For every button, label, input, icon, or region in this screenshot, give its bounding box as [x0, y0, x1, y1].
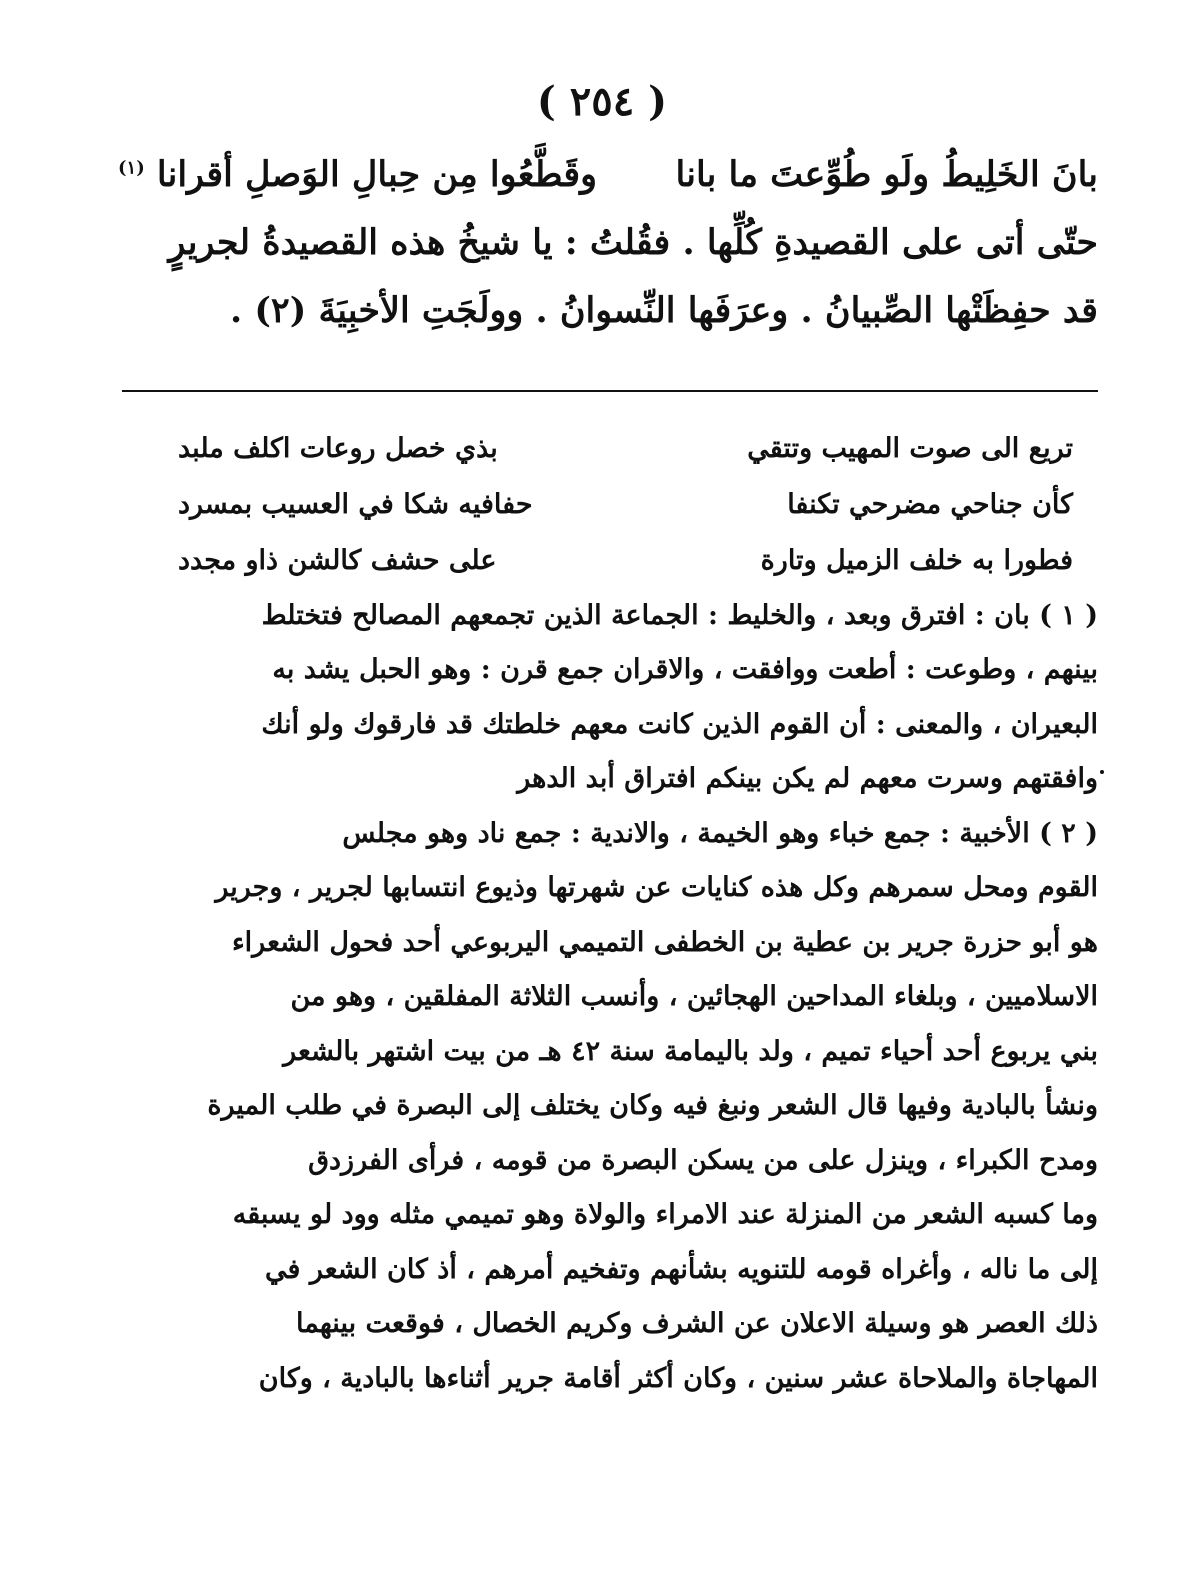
- footnote-separator: [122, 390, 1098, 392]
- verse-first-hemistich: [676, 154, 1098, 195]
- footnote-line: ( ٢ ) الأخبية : جمع خباء وهو الخيمة ، والاندية : جمع ناد وهو مجلس: [342, 817, 1098, 849]
- margin-speck: [1100, 770, 1104, 774]
- footnote-line: البعيران ، والمعنى : أن القوم الذين كانت معهم خلطتك قد فارقوك ولو أنك: [261, 708, 1098, 740]
- footnote-line: المهاجاة والملاحاة عشر سنين ، وكان أكثر أقامة جرير أثناءها بالبادية ، وكان: [258, 1362, 1098, 1394]
- verse-right-text: بانَ الخَلِيطُ ولَو طُوِّعتَ ما بانا: [675, 153, 1098, 195]
- page-number: ( ٢٥٤ ): [536, 78, 668, 125]
- footnote-line: هو أبو حزرة جرير بن عطية بن الخطفى التميمي اليربوعي أحد فحول الشعراء: [231, 926, 1098, 958]
- main-verse: [118, 140, 1098, 208]
- main-line-2: قد حفِظَتْها الصِّبيانُ . وعرَفَها النِّسوانُ . وولَجَتِ الأخبِيَةَ (٢) .: [229, 289, 1098, 331]
- footnote-line: وما كسبه الشعر من المنزلة عند الامراء والولاة وهو تميمي مثله وود لو يسبقه: [232, 1199, 1098, 1231]
- footnote-verse-1: [118, 420, 1098, 476]
- footnote-verse-2-left: حفافيه شكا في العسيب بمسرد: [178, 488, 533, 520]
- footnote-verse-3-right: فطورا به خلف الزميل وتارة: [760, 544, 1073, 576]
- footnote-verse-3-left: على حشف كالشن ذاو مجدد: [178, 544, 497, 576]
- footnote-line: ذلك العصر هو وسيلة الاعلان عن الشرف وكريم الخصال ، فوقعت بينهما: [296, 1308, 1098, 1340]
- footnote-verse-1-left: بذي خصل روعات اكلف ملبد: [178, 432, 498, 464]
- footnote-line: إلى ما ناله ، وأغراه قومه للتنويه بشأنهم وتفخيم أمرهم ، أذ كان الشعر في: [265, 1253, 1098, 1285]
- verse-second-hemistich: [118, 154, 597, 195]
- footnote-line: وافقتهم وسرت معهم لم يكن بينكم افتراق أبد الدهر: [517, 763, 1098, 795]
- footnote-line: بينهم ، وطوعت : أطعت ووافقت ، والاقران جمع قرن : وهو الحبل يشد به: [272, 654, 1098, 686]
- footnote-ref-1: (١): [118, 156, 145, 178]
- footnote-verse-2: [118, 476, 1098, 532]
- footnote-line: ( ١ ) بان : افترق وبعد ، والخليط : الجماعة الذين تجمعهم المصالح فتختلط: [261, 599, 1098, 631]
- footnote-line: ومدح الكبراء ، وينزل على من يسكن البصرة من قومه ، فرأى الفرزدق: [308, 1144, 1098, 1176]
- footnote-line: ونشأ بالبادية وفيها قال الشعر ونبغ فيه وكان يختلف إلى البصرة في طلب الميرة: [207, 1090, 1098, 1122]
- main-text: [118, 140, 1098, 344]
- footnote-line: الاسلاميين ، وبلغاء المداحين الهجائين ، وأنسب الثلاثة المفلقين ، وهو من: [290, 981, 1098, 1013]
- footnote-line: بني يربوع أحد أحياء تميم ، ولد باليمامة سنة ٤٢ هـ من بيت اشتهر بالشعر: [283, 1035, 1098, 1067]
- footnote-line: القوم ومحل سمرهم وكل هذه كنايات عن شهرتها وذيوع انتسابها لجرير ، وجرير: [215, 872, 1098, 904]
- verse-left-text: وقَطَّعُوا مِن حِبالِ الوَصلِ أقرانا: [156, 153, 597, 195]
- footnote-verse-1-right: تريع الى صوت المهيب وتتقي: [747, 432, 1073, 464]
- footnotes: [118, 420, 1098, 1406]
- footnote-verse-3: [118, 532, 1098, 588]
- main-line-1: حتّى أتى على القصيدةِ كُلِّها . فقُلتُ : يا شيخُ هذه القصيدةُ لجريرٍ: [168, 221, 1098, 263]
- footnote-verse-2-right: كأن جناحي مضرحي تكنفا: [787, 488, 1073, 520]
